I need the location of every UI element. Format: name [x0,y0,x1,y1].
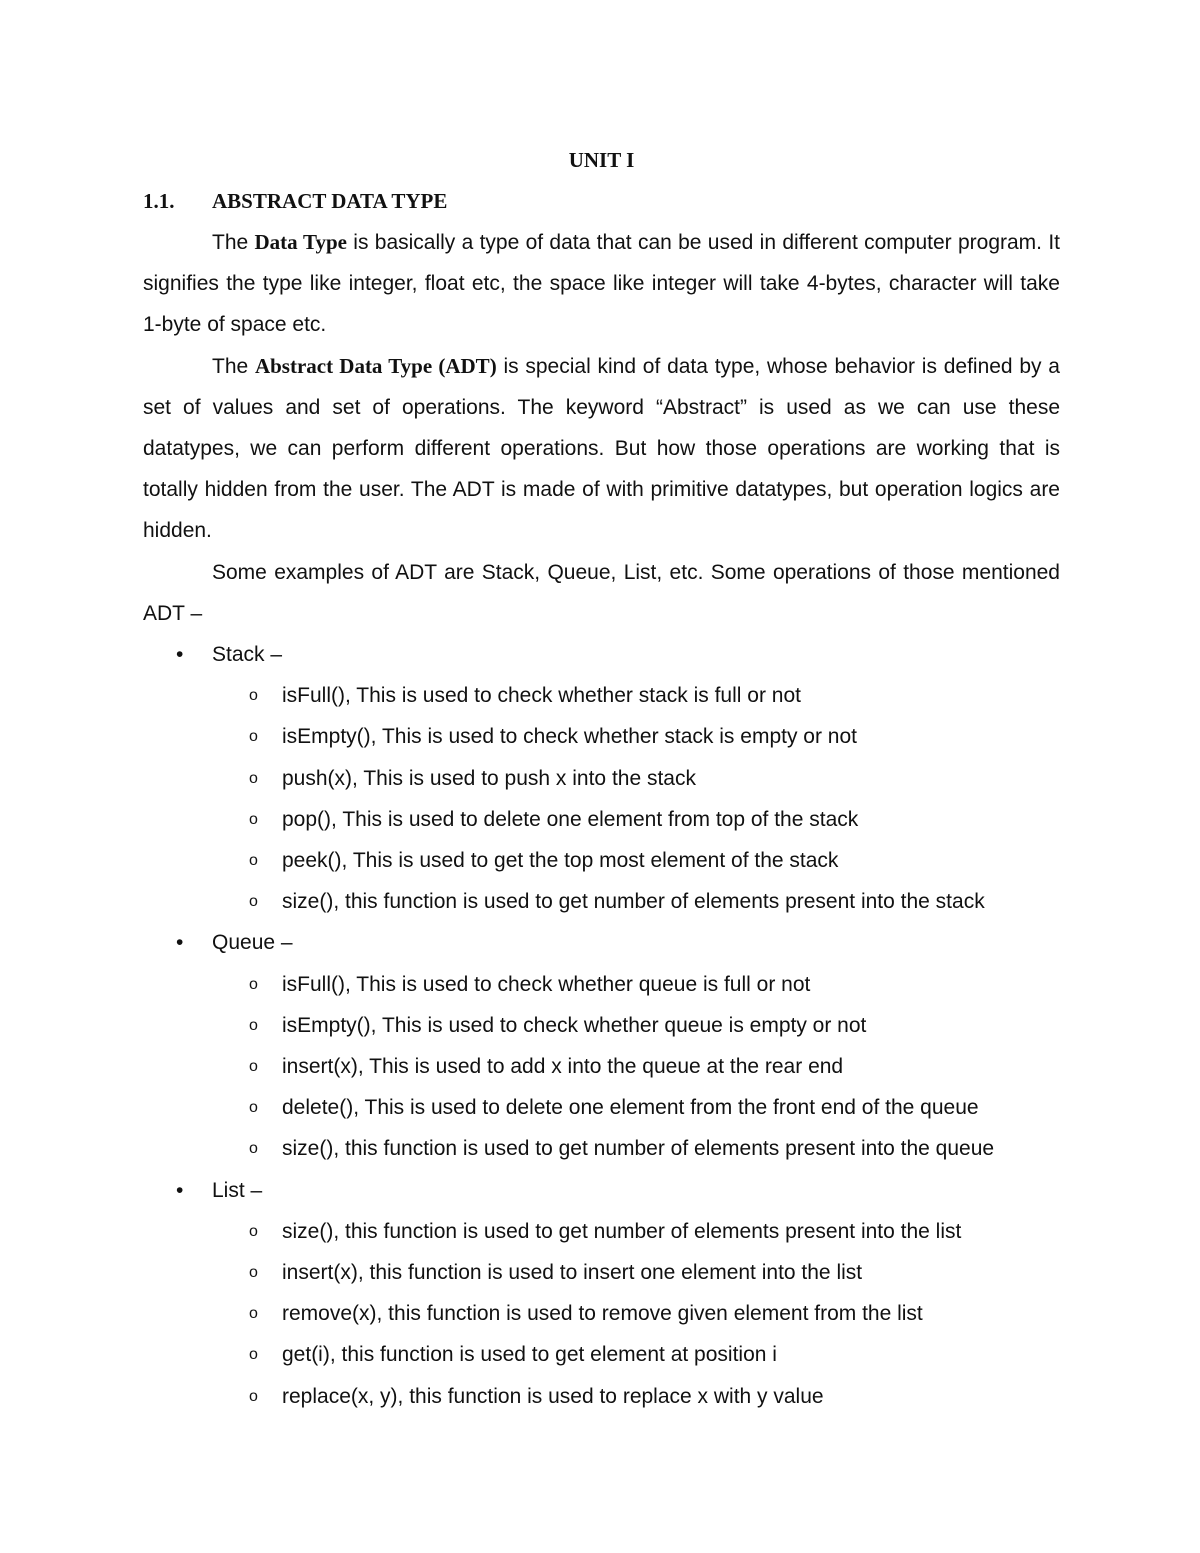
circle-bullet-icon: o [249,1346,258,1364]
operation-text: delete(), This is used to delete one element from the front end of the queue [282,1096,979,1120]
adt-label: Stack – [212,643,283,667]
operation-item [143,1046,1060,1087]
circle-bullet-icon: o [249,852,258,870]
term-data-type: Data Type [254,230,347,254]
paragraph-examples: Some examples of ADT are Stack, Queue, List, etc. Some operations of those mentioned ADT – [143,560,1060,625]
circle-bullet-icon: o [249,1140,258,1158]
paragraph-body: is basically a type of data that can be used in different computer program. It signifies the type like integer, float etc, the space like integer will take 4-bytes, character will take 1-byte of space etc. [143,231,1060,337]
circle-bullet-icon: o [249,1264,258,1282]
adt-item-stack [143,634,1060,675]
operation-text: pop(), This is used to delete one element from top of the stack [282,807,859,831]
circle-bullet-icon: o [249,1058,258,1076]
operation-list [143,675,1060,922]
adt-item-queue [143,922,1060,963]
operation-text: peek(), This is used to get the top most element of the stack [282,849,839,873]
operation-item [143,1087,1060,1128]
operation-item [143,716,1060,757]
section-heading [143,181,1060,222]
adt-label: List – [212,1178,263,1202]
stack-operations [143,675,1060,922]
operation-item [143,840,1060,881]
paragraph-body: is special kind of data type, whose behavior is defined by a set of values and set of operations. The keyword “Abstract” is used as we can use these datatypes, we can perform different operations. But how those operations are working that is totally hidden from the user. The ADT is made of with primitive datatypes, but operation logics are hidden. [143,354,1060,543]
adt-item-list [143,1170,1060,1211]
section-number: 1.1. [143,189,175,213]
operation-item [143,1211,1060,1252]
operation-text: replace(x, y), this function is used to replace x with y value [282,1384,824,1408]
operation-item [143,1376,1060,1417]
operation-item [143,1293,1060,1334]
operation-item [143,1005,1060,1046]
operation-text: size(), this function is used to get number of elements present into the list [282,1219,962,1243]
operation-text: isFull(), This is used to check whether stack is full or not [282,684,801,708]
operation-item [143,1128,1060,1169]
circle-bullet-icon: o [249,769,258,787]
circle-bullet-icon: o [249,728,258,746]
operation-item [143,758,1060,799]
circle-bullet-icon: o [249,1305,258,1323]
bullet-icon: • [176,643,184,667]
operation-text: size(), this function is used to get number of elements present into the queue [282,1137,995,1161]
adt-list [143,634,1060,1417]
operation-text: remove(x), this function is used to remove given element from the list [282,1302,923,1326]
bullet-icon: • [176,931,184,955]
adt-label: Queue – [212,931,293,955]
operation-item [143,881,1060,922]
paragraph-lead: The [212,354,255,378]
circle-bullet-icon: o [249,1016,258,1034]
paragraph-abstract-data-type [143,346,1060,552]
circle-bullet-icon: o [249,687,258,705]
term-abstract-data-type: Abstract Data Type (ADT) [254,353,497,378]
circle-bullet-icon: o [249,893,258,911]
paragraph-lead: The [212,231,255,254]
operation-text: isEmpty(), This is used to check whether queue is empty or not [282,1013,867,1037]
operation-text: insert(x), this function is used to insert one element into the list [282,1261,863,1285]
operation-text: insert(x), This is used to add x into the queue at the rear end [282,1055,844,1079]
list-operations [143,1211,1060,1417]
operation-item [143,1252,1060,1293]
circle-bullet-icon: o [249,1099,258,1117]
operation-list [143,1211,1060,1417]
circle-bullet-icon: o [249,1387,258,1405]
paragraph-data-type [143,222,1060,346]
operation-text: isFull(), This is used to check whether queue is full or not [282,972,811,996]
unit-title: UNIT I [568,148,635,172]
operation-item [143,799,1060,840]
operation-text: size(), this function is used to get number of elements present into the stack [282,890,985,914]
circle-bullet-icon: o [249,975,258,993]
queue-operations [143,964,1060,1170]
circle-bullet-icon: o [249,810,258,828]
operation-text: push(x), This is used to push x into the stack [282,766,696,790]
operation-text: isEmpty(), This is used to check whether stack is empty or not [282,725,857,749]
operation-list [143,964,1060,1170]
circle-bullet-icon: o [249,1222,258,1240]
page-content [143,140,1060,1417]
operation-item [143,964,1060,1005]
bullet-icon: • [176,1178,184,1202]
section-title: ABSTRACT DATA TYPE [212,189,448,213]
operation-item [143,675,1060,716]
operation-text: get(i), this function is used to get element at position i [282,1343,777,1367]
operation-item [143,1334,1060,1375]
